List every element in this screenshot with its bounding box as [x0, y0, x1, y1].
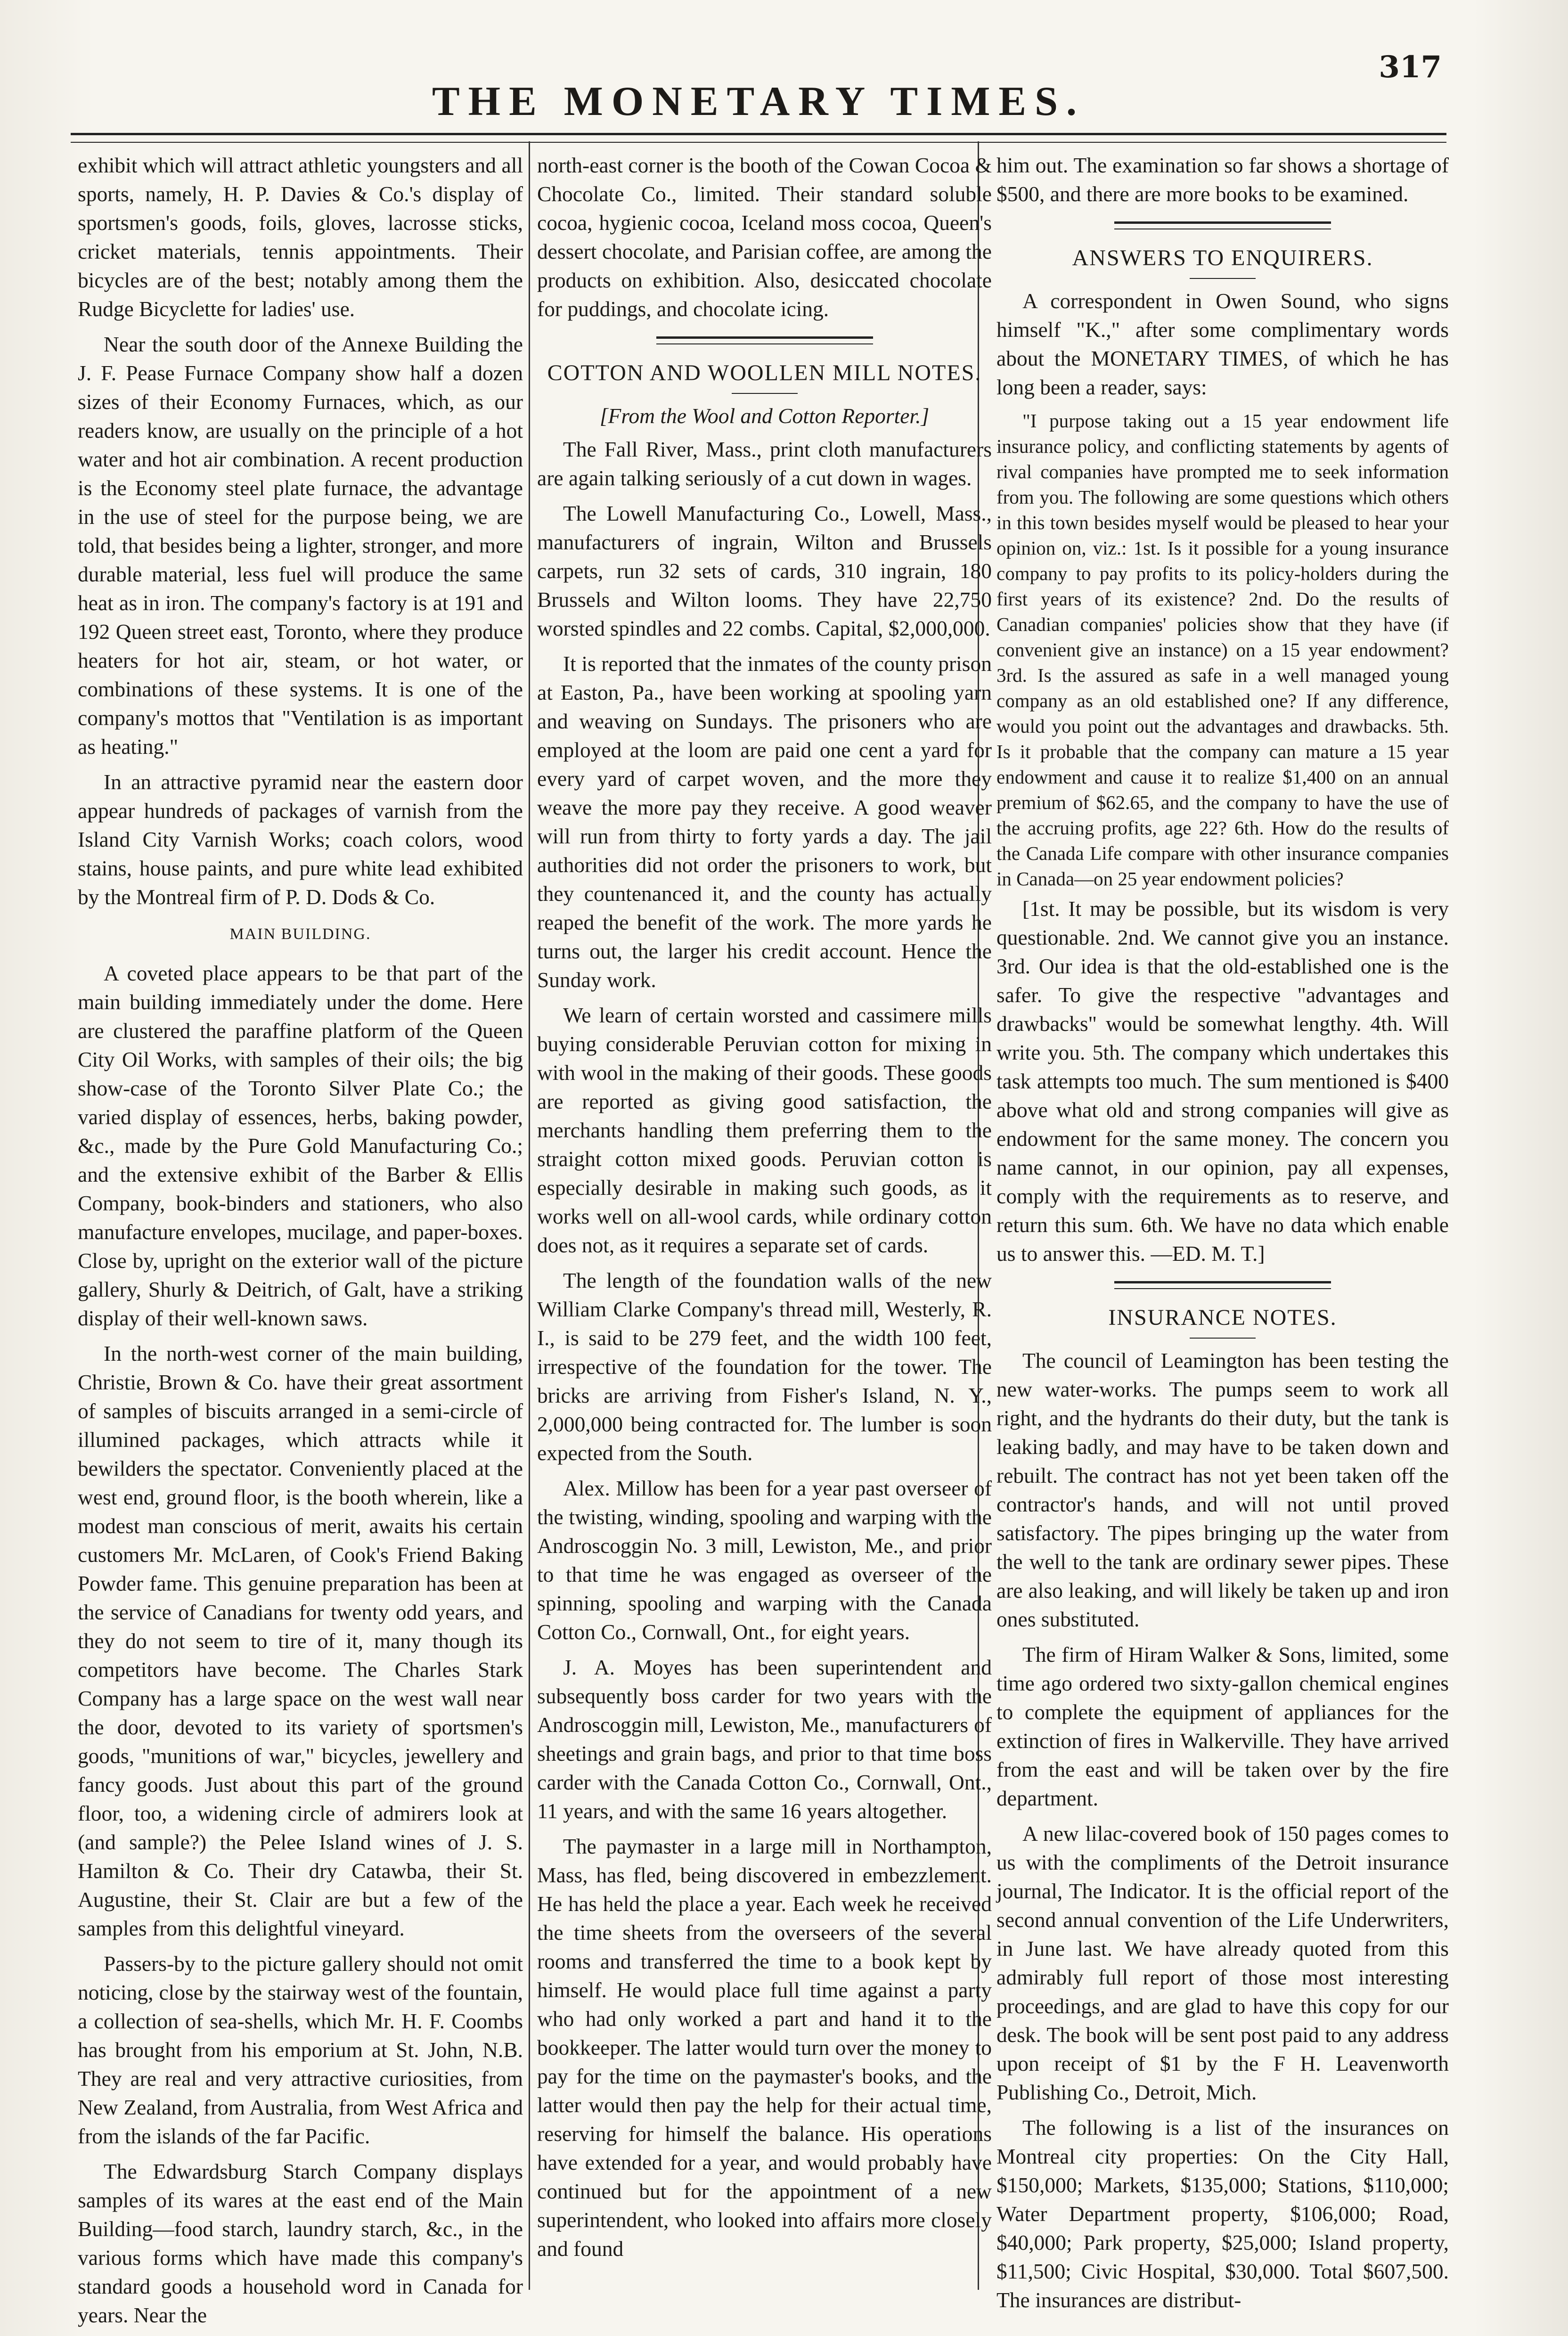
article-heading: COTTON AND WOOLLEN MILL NOTES. [547, 360, 982, 385]
article-paragraph: The Fall River, Mass., print cloth manufacturers are again talking seriously of a cut down in wages. [537, 437, 992, 490]
masthead-rule [71, 133, 1446, 143]
heading-rule [1190, 278, 1256, 279]
article-paragraph: Near the south door of the Annexe Building the J. F. Pease Furnace Company show half a dozen sizes of their Economy Furnaces, which, as our readers know, are usually on the principle of a hot water and hot air combination. A recent production is the Economy steel plate furnace, the advantage in the use of steel for the purpose being, we are told, that besides being a lighter, stronger, and more durable material, less fuel will produce the same heat as in iron. The company's factory is at 191 and 192 Queen street east, Toronto, where they produce heaters for hot air, steam, or hot water, or combinations of these systems. It is one of the company's mottos that "Ventilation is as important as heating." [78, 332, 523, 759]
article-paragraph: The length of the foundation walls of the new William Clarke Company's thread mill, Westerly, R. I., is said to be 279 feet, and the width 100 feet, irrespective of the foundation for the tower. The bricks are arriving from Fisher's Island, N. Y., 2,000,000 being contracted for. The lumber is soon expected from the South. [537, 1268, 992, 1465]
article-paragraph: north-east corner is the booth of the Cowan Cocoa & Chocolate Co., limited. Their standard soluble cocoa, hygienic cocoa, Iceland moss cocoa, Queen's dessert chocolate, and Parisian coffee, are among the products on exhibition. Also, desiccated chocolate for puddings, and chocolate icing. [537, 153, 992, 321]
masthead [71, 49, 1446, 124]
article-paragraph: In an attractive pyramid near the eastern door appear hundreds of packages of varnish from the Island City Varnish Works; coach colors, wood stains, house paints, and pure white lead exhibited by the Montreal firm of P. D. Dods & Co. [78, 770, 523, 909]
article-paragraph: The following is a list of the insurances on Montreal city properties: On the City Hall, $150,000; Markets, $135,000; Stations, $110,000; Water Department property, $106,000; Road, $40,000; Park property, $25,000; Island property, $11,500; Civic Hospital, $30,000. Total $607,500. The insurances are distribut- [996, 2115, 1449, 2312]
article-heading: INSURANCE NOTES. [1108, 1305, 1337, 1330]
article-paragraph: A correspondent in Owen Sound, who signs himself "K.," after some complimentary words about the MONETARY TIMES, of which he has long been a reader, says: [996, 289, 1449, 399]
column-divider [529, 141, 530, 2290]
newspaper-title: THE MONETARY TIMES. [432, 79, 1086, 124]
article-paragraph: We learn of certain worsted and cassimere mills buying considerable Peruvian cotton for mixing in with wool in the making of their goods. These goods are reported as giving good satisfaction, the merchants handling them preferring them to the straight cotton mixed goods. Peruvian cotton is especially desirable in making such goods, as it works well on all-wool cards, while ordinary cotton does not, as it requires a separate set of cards. [537, 1003, 992, 1257]
article-paragraph: Passers-by to the picture gallery should not omit noticing, close by the stairway west of the fountain, a collection of sea-shells, which Mr. H. F. Coombs has brought from his emporium at St. John, N.B. They are real and very attractive curiosities, from New Zealand, from Australia, from West Africa and from the islands of the far Pacific. [78, 1952, 523, 2148]
article-paragraph: exhibit which will attract athletic youngsters and all sports, namely, H. P. Davies & Co.'s display of sportsmen's goods, foils, gloves, lacrosse sticks, cricket materials, tennis appointments. Their bicycles are of the best; notably among them the Rudge Bicyclette for ladies' use. [78, 153, 523, 321]
article-paragraph: The council of Leamington has been testing the new water-works. The pumps seem to work all right, and the hydrants do their duty, but the tank is leaking badly, and may have to be taken down and rebuilt. The contract has not yet been taken off the contractor's hands, and will not until proved satisfactory. The pipes bringing up the water from the well to the tank are ordinary sewer pipes. These are also leaking, and will likely be taken up and iron ones substituted. [996, 1348, 1449, 1631]
article-paragraph: In the north-west corner of the main building, Christie, Brown & Co. have their great assortment of samples of biscuits arranged in a semi-circle of illumined packages, which attracts while it bewilders the spectator. Conveniently placed at the west end, ground floor, is the booth wherein, like a modest man conscious of merit, awaits his certain customers Mr. McLaren, of Cook's Friend Baking Powder fame. This genuine preparation has been at the service of Canadians for twenty odd years, and they do not seem to tire of it, many though its competitors have become. The Charles Stark Company has a large space on the west wall near the door, devoted to its variety of sportsmen's goods, "munitions of war," bicycles, jewellery and fancy goods. Just about this part of the ground floor, too, a widening circle of admirers look at (and sample?) the Pelee Island wines of J. S. Hamilton & Co. Their dry Catawba, their St. Augustine, their St. Clair are but a few of the samples from this delightful vineyard. [78, 1341, 523, 1940]
article-paragraph: [1st. It may be possible, but its wisdom is very questionable. 2nd. We cannot give you an instance. 3rd. Our idea is that the old-established one is the safer. To give the respective "advantages and drawbacks" would be somewhat lengthy. 4th. Will write you. 5th. The company which undertakes this task attempts too much. The sum mentioned is $400 above what old and strong companies will give as endowment for the same money. The concern you name cannot, in our opinion, pay all expenses, comply with the requirements as to reserve, and return this sum. 6th. We have no data which enable us to answer this. —ED. M. T.] [996, 897, 1449, 1266]
letter-paragraph: "I purpose taking out a 15 year endowment life insurance policy, and conflicting statements by agents of rival companies have prompted me to seek information from you. The following are some questions which others in this town besides myself would be pleased to hear your opinion on, viz.: 1st. Is it possible for a young insurance company to pay profits to its policy-holders during the first years of its existence? 2nd. Do the results of Canadian companies' policies show that they have (if convenient give an instance) on a 15 year endowment? 3rd. Is the assured as safe in a well managed young company as an old established one? If any difference, would you point out the advantages and drawbacks. 5th. Is it probable that the company can mature a 15 year endowment and cause it to realize $1,400 on an annual premium of $62.65, and the company to have the use of the accruing profits, age 22? 6th. How do the results of the Canada Life compare with other insurance companies in Canada—on 25 year endowment policies? [996, 410, 1449, 890]
article-paragraph: him out. The examination so far shows a shortage of $500, and there are more books to be examined. [996, 153, 1449, 206]
page-number: 317 [1379, 49, 1442, 85]
article-paragraph: The Lowell Manufacturing Co., Lowell, Mass., manufacturers of ingrain, Wilton and Brussels carpets, run 32 sets of cards, 310 ingrain, 180 Brussels and Wilton looms. They have 22,750 worsted spindles and 22 combs. Capital, $2,000,000. [537, 501, 992, 640]
article-paragraph: The Edwardsburg Starch Company displays samples of its wares at the east end of the Main Building—food starch, laundry starch, &c., in the various forms which have made this company's standard goods a household word in Canada for years. Near the [78, 2159, 523, 2327]
letter-block [996, 408, 1449, 891]
heading-rule [732, 393, 798, 394]
article-paragraph: A coveted place appears to be that part of the main building immediately under the dome. Here are clustered the paraffine platform of the Queen City Oil Works, with samples of their oils; the big show-case of the Toronto Silver Plate Co.; the varied display of essences, herbs, baking powder, &c., made by the Pure Gold Manufacturing Co.; and the extensive exhibit of the Barber & Ellis Company, book-binders and stationers, who also manufacture envelopes, mucilage, and paper-boxes. Close by, upright on the exterior wall of the picture gallery, Shurly & Deitrich, of Galt, have a striking display of their well-known saws. [78, 961, 523, 1330]
section-rule [1114, 1281, 1331, 1289]
article-paragraph: Alex. Millow has been for a year past overseer of the twisting, winding, spooling and warping with the Androscoggin No. 3 mill, Lewiston, Me., and prior to that time he was engaged as overseer of the spinning, spooling and warping with the Canada Cotton Co., Cornwall, Ont., for eight years. [537, 1476, 992, 1644]
section-rule [1114, 221, 1331, 229]
article-paragraph: J. A. Moyes has been superintendent and subsequently boss carder for two years with the Androscoggin mill, Lewiston, Me., manufacturers of sheetings and grain bags, and prior to that time boss carder with the Canada Cotton Co., Cornwall, Ont., 11 years, and with the same 16 years altogether. [537, 1655, 992, 1823]
article-paragraph: The paymaster in a large mill in Northampton, Mass, has fled, being discovered in embezzlement. He has held the place a year. Each week he received the time sheets from the overseers of the several rooms and transferred the time to a book kept by himself. He would place full time against a party who had only worked a part and hand it to the bookkeeper. The latter would turn over the money to pay for the time on the paymaster's books, and the latter would then pay the help for their actual time, reserving for himself the balance. His operations have extended for a year, and would probably have continued but for the appointment of a new superintendent, who looked into affairs more closely and found [537, 1834, 992, 2261]
column-2 [537, 151, 992, 2299]
section-subhead: MAIN BUILDING. [229, 925, 371, 943]
article-paragraph: A new lilac-covered book of 150 pages comes to us with the compliments of the Detroit insurance journal, The Indicator. It is the official report of the second annual convention of the Life Underwriters, in June last. We have already quoted from this admirably full report of those most interesting proceedings, and are glad to have this copy for our desk. The book will be sent post paid to any address upon receipt of $1 by the F H. Leavenworth Publishing Co., Detroit, Mich. [996, 1821, 1449, 2104]
heading-rule [1190, 1338, 1256, 1339]
article-paragraph: It is reported that the inmates of the county prison at Easton, Pa., have been working at spooling yarn and weaving on Sundays. The prisoners who are employed at the loom are paid one cent a yard for every yard of carpet woven, and the more they weave the more pay they receive. A good weaver will run from thirty to forty yards a day. The jail authorities did not order the prisoners to work, but they countenanced it, and the county has actually reaped the benefit of the work. The more yards he turns out, the larger his credit account. Hence the Sunday work. [537, 652, 992, 992]
article-source: [From the Wool and Cotton Reporter.] [599, 404, 930, 428]
column-1 [78, 151, 523, 2327]
article-heading: ANSWERS TO ENQUIRERS. [1072, 245, 1373, 270]
article-paragraph: The firm of Hiram Walker & Sons, limited, some time ago ordered two sixty-gallon chemical engines to complete the equipment of appliances for the extinction of fires in Walkerville. They have arrived from the east and will be taken over by the fire department. [996, 1642, 1449, 1810]
section-rule [656, 336, 873, 344]
column-3 [996, 151, 1449, 2312]
